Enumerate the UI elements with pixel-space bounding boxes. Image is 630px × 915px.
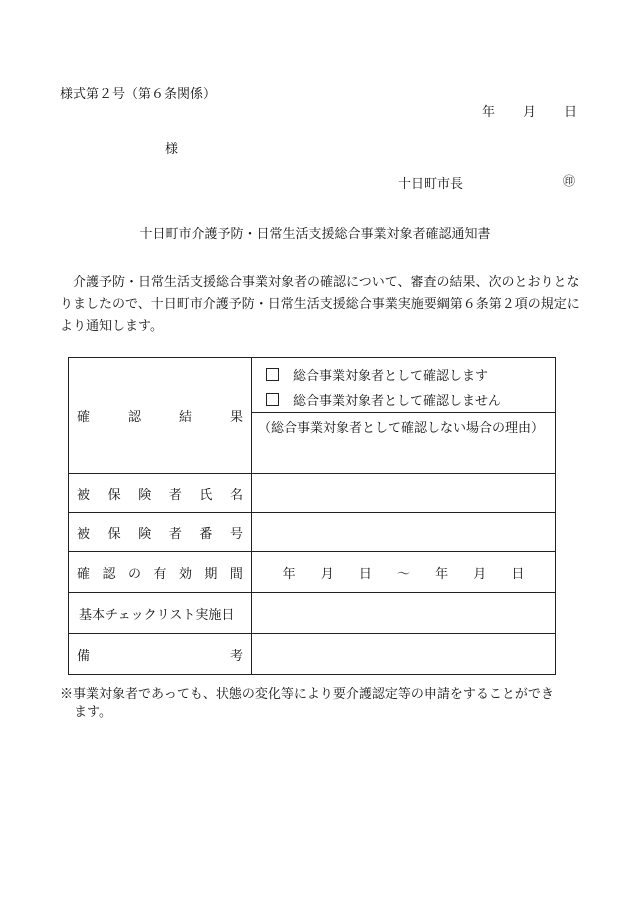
validity-field[interactable]: 年 月 日 ～ 年 月 日 <box>252 552 556 593</box>
body-paragraph: 介護予防・日常生活支援総合事業対象者の確認について、審査の結果、次のとおりとなりましたので、十日町市介護予防・日常生活支援総合事業実施要綱第６条第２項の規定により通知します。 <box>60 275 580 334</box>
info-table <box>68 357 556 675</box>
table-row-checklist <box>69 593 556 634</box>
insured-number-label: 被 保 険 者 番 号 <box>69 513 252 552</box>
reason-field[interactable]: （総合事業対象者として確認しない場合の理由） <box>252 412 555 472</box>
table-row-validity <box>69 552 556 593</box>
date-year: 年 <box>482 105 496 120</box>
checklist-date-field[interactable] <box>252 593 556 634</box>
option-deny[interactable]: 総合事業対象者として確認しません <box>252 387 555 412</box>
footnote-line-2: ます。 <box>74 705 112 720</box>
footnote-line-1: 事業対象者であっても、状態の変化等により要介護認定等の申請をすることができ <box>73 687 554 702</box>
result-label: 確 認 結 果 <box>69 358 252 474</box>
checkbox-icon[interactable] <box>266 368 279 381</box>
insured-name-label: 被 保 険 者 氏 名 <box>69 474 252 513</box>
table-row-result <box>69 358 556 474</box>
footnote-mark: ※ <box>60 687 74 702</box>
remarks-field[interactable] <box>252 634 556 675</box>
validity-label: 確 認 の 有 効 期 間 <box>69 552 252 593</box>
table-row-insured-name <box>69 474 556 513</box>
result-cell <box>252 358 556 474</box>
issuer-name: 十日町市長 <box>398 177 464 192</box>
remarks-label: 備 考 <box>69 634 252 675</box>
date-month: 月 <box>523 105 537 120</box>
footnote <box>60 686 580 722</box>
option-confirm[interactable]: 総合事業対象者として確認します <box>252 362 555 387</box>
seal-icon: ㊞ <box>563 174 576 188</box>
insured-name-field[interactable] <box>252 474 556 513</box>
body-text <box>60 272 580 338</box>
form-number: 様式第２号（第６条関係） <box>60 87 217 102</box>
table-row-remarks <box>69 634 556 675</box>
table-row-insured-number <box>69 513 556 552</box>
document-title: 十日町市介護予防・日常生活支援総合事業対象者確認通知書 <box>139 227 491 242</box>
insured-number-field[interactable] <box>252 513 556 552</box>
checkbox-icon[interactable] <box>266 393 279 406</box>
checklist-label: 基本チェックリスト実施日 <box>69 593 252 634</box>
recipient-honorific: 様 <box>165 142 179 157</box>
issue-date <box>482 101 577 120</box>
date-day: 日 <box>564 105 578 120</box>
